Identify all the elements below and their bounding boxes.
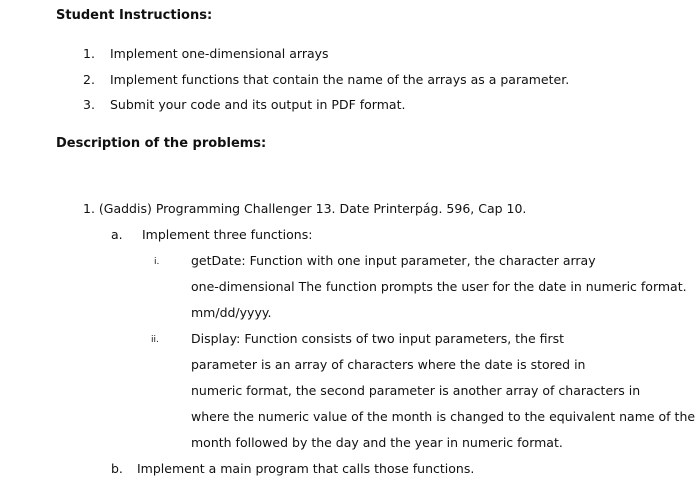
- sub-item-text: Implement a main program that calls those functions.: [137, 461, 475, 476]
- instruction-number: 3.: [83, 97, 95, 112]
- function-description-line: parameter is an array of characters where the date is stored in: [191, 357, 586, 372]
- function-description-line: Display: Function consists of two input parameters, the first: [191, 331, 565, 346]
- roman-marker: i.: [154, 257, 160, 267]
- function-description-line: one-dimensional The function prompts the user for the date in numeric format.: [191, 279, 687, 294]
- student-instructions-heading: Student Instructions:: [56, 8, 213, 23]
- instruction-text: Submit your code and its output in PDF format.: [110, 97, 406, 112]
- sub-item-marker: b.: [111, 461, 123, 476]
- description-heading: Description of the problems:: [56, 136, 267, 151]
- instruction-number: 2.: [83, 72, 95, 87]
- roman-marker: ii.: [151, 335, 159, 345]
- function-description-line: getDate: Function with one input parameter, the character array: [191, 253, 596, 268]
- instruction-text: Implement functions that contain the name of the arrays as a parameter.: [110, 72, 570, 87]
- sub-item-text: Implement three functions:: [142, 227, 313, 242]
- sub-item-marker: a.: [111, 227, 123, 242]
- problem-title: 1. (Gaddis) Programming Challenger 13. Date Printerpág. 596, Cap 10.: [83, 201, 527, 216]
- function-description-line: numeric format, the second parameter is another array of characters in: [191, 383, 641, 398]
- instruction-text: Implement one-dimensional arrays: [110, 46, 329, 61]
- instruction-number: 1.: [83, 46, 95, 61]
- function-description-line: month followed by the day and the year in numeric format.: [191, 435, 563, 450]
- function-description-line: where the numeric value of the month is changed to the equivalent name of the: [191, 409, 696, 424]
- function-description-line: mm/dd/yyyy.: [191, 305, 272, 320]
